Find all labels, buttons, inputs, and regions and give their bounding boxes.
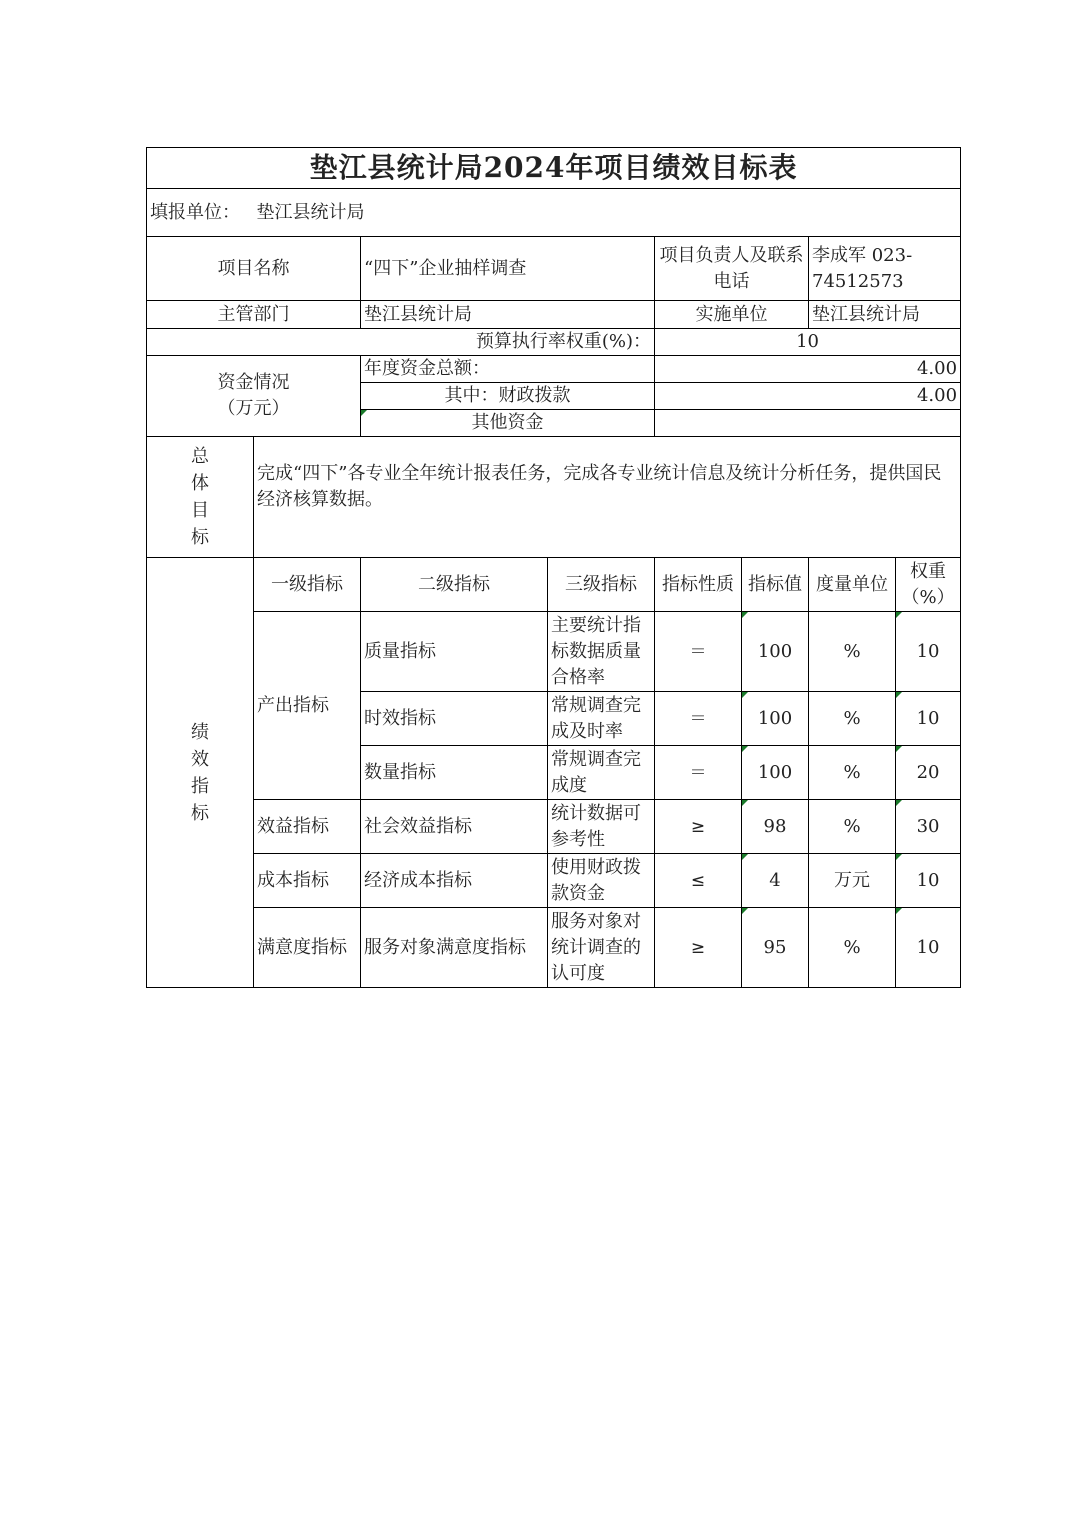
filler-unit-value: 垫江县统计局 xyxy=(254,189,961,237)
nature-cell: ＝ xyxy=(655,692,742,746)
unit-cell: 万元 xyxy=(809,854,896,908)
level1-cost: 成本指标 xyxy=(254,854,361,908)
page-title: 垫江县统计局2024年项目绩效目标表 xyxy=(147,148,961,189)
overall-goal-label xyxy=(147,437,254,558)
value-cell: 100 xyxy=(742,692,809,746)
unit-cell: % xyxy=(809,800,896,854)
overall-goal-char: 标 xyxy=(191,527,209,548)
nature-cell: ＝ xyxy=(655,746,742,800)
value-cell: 4 xyxy=(742,854,809,908)
weight-cell: 10 xyxy=(896,692,961,746)
overall-goal-text: 完成“四下”各专业全年统计报表任务，完成各专业统计信息及统计分析任务，提供国民经济核算数据。 xyxy=(254,437,961,558)
funds-label xyxy=(147,356,361,437)
level1-satisfaction: 满意度指标 xyxy=(254,908,361,988)
table-row xyxy=(147,854,961,908)
nature-cell: ≥ xyxy=(655,908,742,988)
weight-cell: 10 xyxy=(896,908,961,988)
performance-target-sheet xyxy=(146,147,960,988)
funds-label-line1: 资金情况 xyxy=(217,372,290,393)
project-name-label: 项目名称 xyxy=(147,237,361,301)
header-value: 指标值 xyxy=(742,558,809,612)
impl-unit-label: 实施单位 xyxy=(655,301,809,329)
header-weight: 权重（%） xyxy=(896,558,961,612)
level3-cell: 使用财政拨款资金 xyxy=(548,854,655,908)
overall-goal-char: 目 xyxy=(191,500,209,521)
level2-cell: 时效指标 xyxy=(361,692,548,746)
unit-cell: % xyxy=(809,612,896,692)
funds-total-label: 年度资金总额： xyxy=(361,356,655,383)
project-name-value: “四下”企业抽样调查 xyxy=(361,237,655,301)
funds-fiscal-value: 4.00 xyxy=(655,383,961,410)
funds-label-line2: （万元） xyxy=(217,398,290,419)
nature-cell: ≤ xyxy=(655,854,742,908)
budget-weight-label: 预算执行率权重(%)： xyxy=(147,329,655,356)
level2-cell: 质量指标 xyxy=(361,612,548,692)
budget-weight-value: 10 xyxy=(655,329,961,356)
impl-unit-value: 垫江县统计局 xyxy=(809,301,961,329)
nature-cell: ＝ xyxy=(655,612,742,692)
level2-cell: 服务对象满意度指标 xyxy=(361,908,548,988)
level3-cell: 常规调查完成及时率 xyxy=(548,692,655,746)
funds-other-label: 其他资金 xyxy=(361,410,655,437)
table-row xyxy=(147,612,961,692)
weight-cell: 30 xyxy=(896,800,961,854)
level3-cell: 服务对象对统计调查的认可度 xyxy=(548,908,655,988)
overall-goal-char: 总 xyxy=(191,446,209,467)
level2-cell: 社会效益指标 xyxy=(361,800,548,854)
value-cell: 100 xyxy=(742,612,809,692)
overall-goal-char: 体 xyxy=(191,473,209,494)
header-level1: 一级指标 xyxy=(254,558,361,612)
weight-cell: 10 xyxy=(896,854,961,908)
header-unit: 度量单位 xyxy=(809,558,896,612)
level2-cell: 数量指标 xyxy=(361,746,548,800)
value-cell: 95 xyxy=(742,908,809,988)
contact-value: 李成军 023-74512573 xyxy=(809,237,961,301)
level3-cell: 主要统计指标数据质量合格率 xyxy=(548,612,655,692)
funds-total-value: 4.00 xyxy=(655,356,961,383)
level3-cell: 统计数据可参考性 xyxy=(548,800,655,854)
table-row xyxy=(147,800,961,854)
value-cell: 98 xyxy=(742,800,809,854)
performance-indicators-label xyxy=(147,558,254,988)
weight-cell: 20 xyxy=(896,746,961,800)
header-level3: 三级指标 xyxy=(548,558,655,612)
level2-cell: 经济成本指标 xyxy=(361,854,548,908)
table-row xyxy=(147,908,961,988)
nature-cell: ≥ xyxy=(655,800,742,854)
performance-label-char: 标 xyxy=(191,802,209,824)
funds-other-value xyxy=(655,410,961,437)
performance-label-char: 效 xyxy=(191,748,209,770)
value-cell: 100 xyxy=(742,746,809,800)
level1-output: 产出指标 xyxy=(254,612,361,800)
performance-target-table xyxy=(146,147,961,988)
level3-cell: 常规调查完成度 xyxy=(548,746,655,800)
performance-label-char: 指 xyxy=(191,775,209,797)
funds-fiscal-label: 其中：财政拨款 xyxy=(361,383,655,410)
performance-label-char: 绩 xyxy=(191,721,209,743)
header-level2: 二级指标 xyxy=(361,558,548,612)
contact-label: 项目负责人及联系电话 xyxy=(655,237,809,301)
unit-cell: % xyxy=(809,746,896,800)
unit-cell: % xyxy=(809,908,896,988)
dept-value: 垫江县统计局 xyxy=(361,301,655,329)
weight-cell: 10 xyxy=(896,612,961,692)
header-nature: 指标性质 xyxy=(655,558,742,612)
level1-benefit: 效益指标 xyxy=(254,800,361,854)
unit-cell: % xyxy=(809,692,896,746)
filler-unit-label: 填报单位： xyxy=(147,189,254,237)
dept-label: 主管部门 xyxy=(147,301,361,329)
